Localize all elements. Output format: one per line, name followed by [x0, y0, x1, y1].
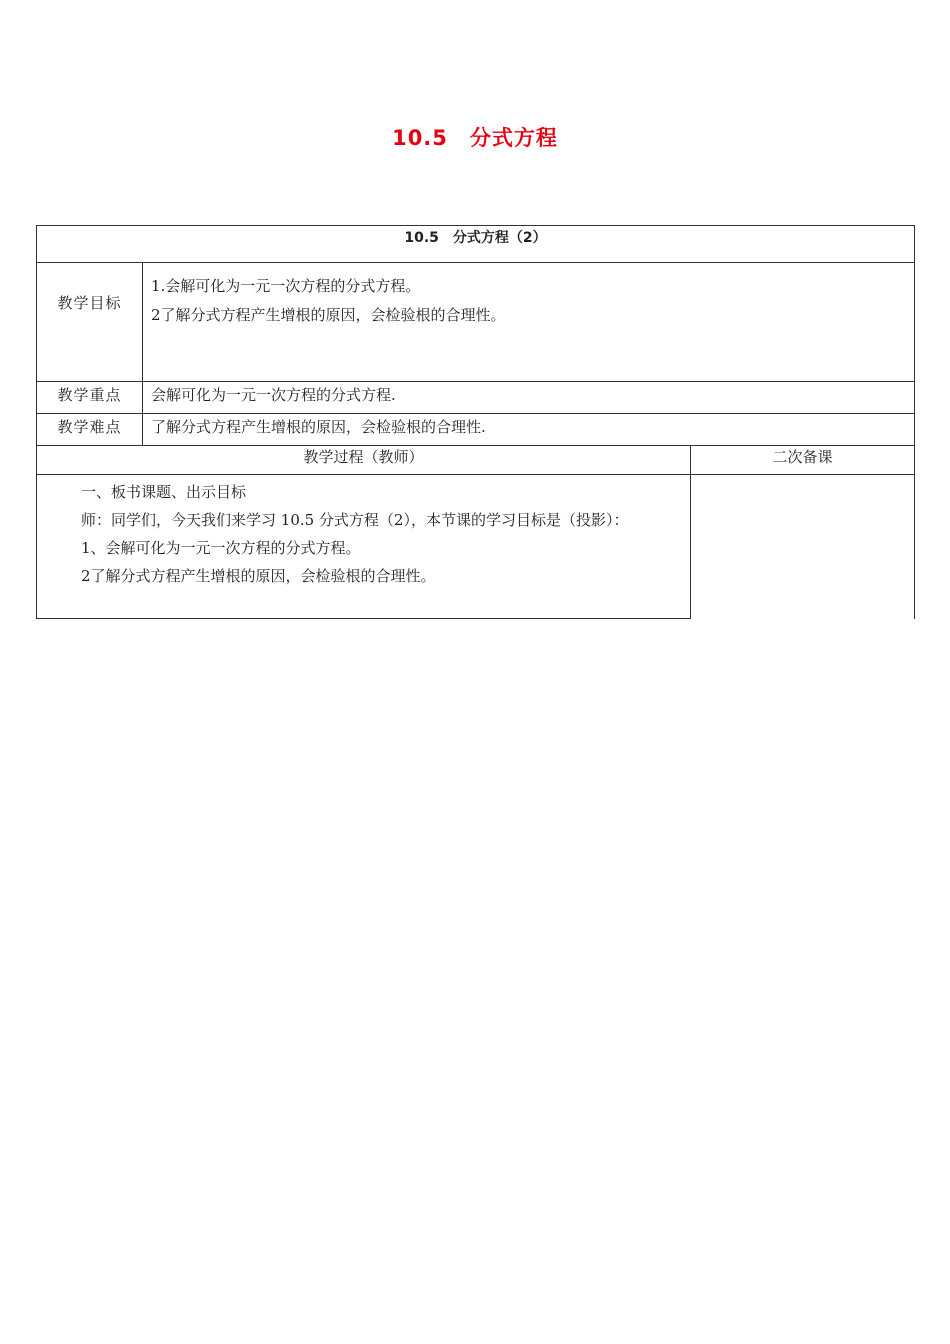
prep-content	[691, 475, 915, 619]
goal-item-2: 2了解分式方程产生增根的原因，会检验根的合理性。	[151, 305, 506, 324]
lesson-plan-table	[36, 225, 915, 619]
prep-label: 二次备课	[691, 446, 915, 475]
table-header-row	[37, 226, 915, 263]
goal-label: 教学目标	[37, 263, 143, 382]
difficulty-content: 了解分式方程产生增根的原因，会检验根的合理性.	[143, 414, 915, 446]
process-item-2: 2了解分式方程产生增根的原因，会检验根的合理性。	[81, 567, 436, 585]
process-item-1: 1、会解可化为一元一次方程的分式方程。	[81, 539, 361, 557]
goal-content	[143, 263, 915, 382]
key-content: 会解可化为一元一次方程的分式方程.	[143, 382, 915, 414]
process-content	[37, 475, 691, 619]
process-label: 教学过程（教师）	[37, 446, 691, 475]
table-header: 10.5 分式方程（2）	[37, 226, 915, 263]
process-row	[37, 475, 915, 619]
difficulty-row	[37, 414, 915, 446]
process-section: 一、板书课题、出示目标	[81, 483, 247, 501]
key-label: 教学重点	[37, 382, 143, 414]
goal-row	[37, 263, 915, 382]
process-header-row	[37, 446, 915, 475]
difficulty-label: 教学难点	[37, 414, 143, 446]
process-teacher-line: 师：同学们，今天我们来学习 10.5 分式方程（2），本节课的学习目标是（投影）：	[81, 511, 629, 529]
page-title: 10.5 分式方程	[392, 126, 558, 150]
key-row	[37, 382, 915, 414]
goal-item-1: 1.会解可化为一元一次方程的分式方程。	[151, 277, 421, 295]
